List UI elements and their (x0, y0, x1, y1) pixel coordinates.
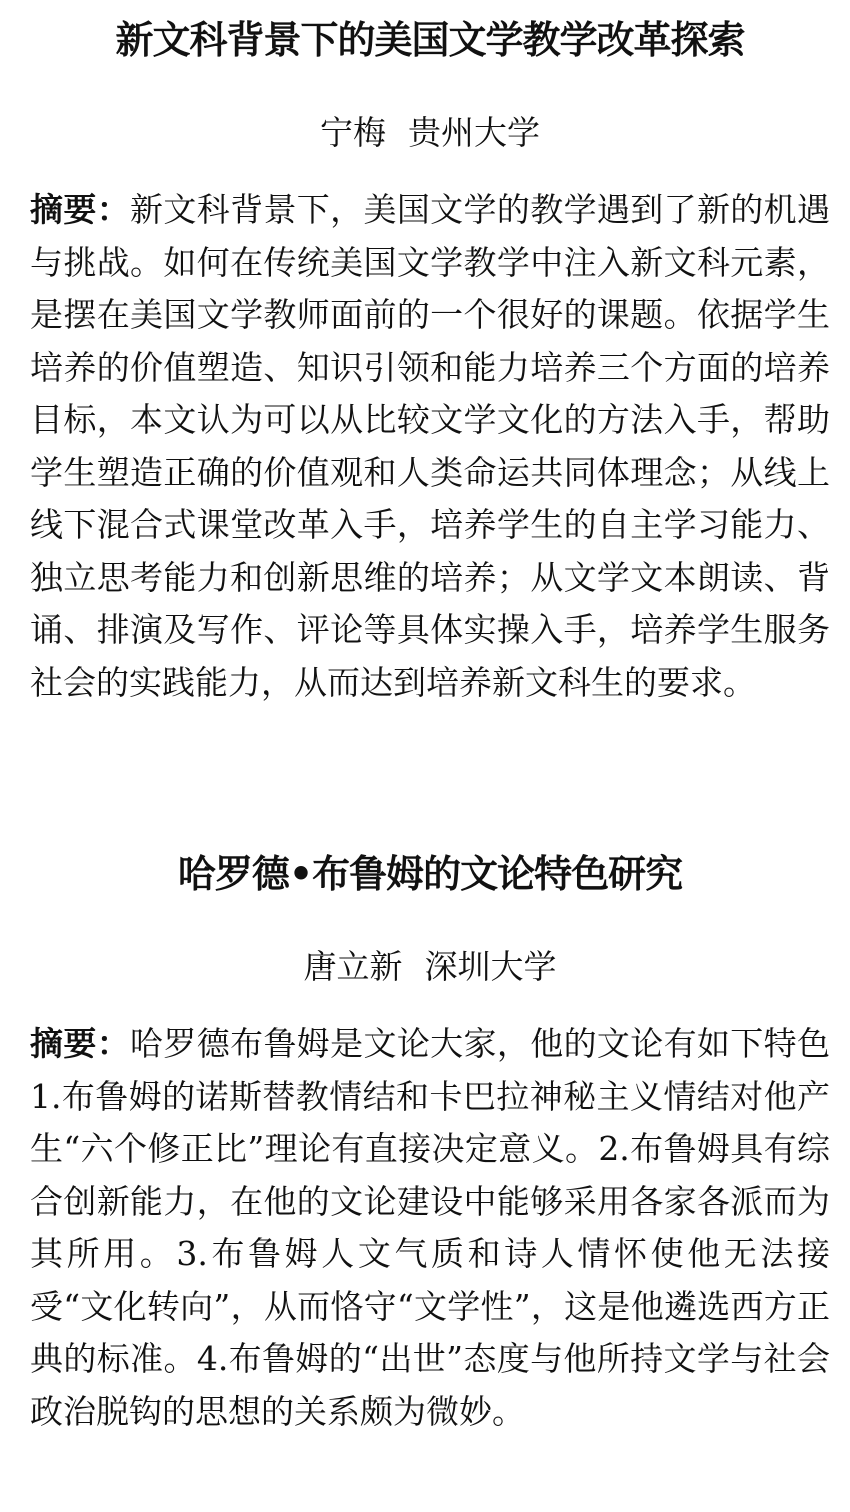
article-title: 哈罗德•布鲁姆的文论特色研究 (177, 852, 683, 896)
author-name: 宁梅 (320, 113, 386, 152)
abstract-text: 哈罗德布鲁姆是文论大家，他的文论有如下特色 1.布鲁姆的诺斯替教情结和卡巴拉神秘主义情结对他产生“六个修正比”理论有直接决定意义。2.布鲁姆具有综合创新能力，在他的文论建设中能够采用各家各派而为其所用。3.布鲁姆人文气质和诗人情怀使他无法接受“文化转向”，从而恪守“文学性”，这是他遴选西方正典的标准。4.布鲁姆的“出世”态度与他所持文学与社会政治脱钩的思想的关系颇为微妙。 (30, 1024, 831, 1431)
article-title: 新文科背景下的美国文学教学改革探索 (115, 18, 745, 62)
article-abstract (30, 184, 830, 709)
abstract-label: 摘要： (30, 1024, 131, 1063)
abstract-label: 摘要： (30, 190, 131, 229)
article-byline (30, 108, 830, 158)
article-byline (30, 942, 830, 992)
abstract-text: 新文科背景下，美国文学的教学遇到了新的机遇与挑战。如何在传统美国文学教学中注入新文科元素，是摆在美国文学教师面前的一个很好的课题。依据学生培养的价值塑造、知识引领和能力培养三个方面的培养目标，本文认为可以从比较文学文化的方法入手，帮助学生塑造正确的价值观和人类命运共同体理念；从线上线下混合式课堂改革入手，培养学生的自主学习能力、独立思考能力和创新思维的培养；从文学文本朗读、背诵、排演及写作、评论等具体实操入手，培养学生服务社会的实践能力，从而达到培养新文科生的要求。 (30, 190, 831, 702)
author-name: 唐立新 (303, 947, 403, 986)
article-1 (30, 12, 830, 709)
author-affiliation: 贵州大学 (408, 113, 540, 152)
article-2 (30, 846, 830, 1438)
article-abstract (30, 1018, 830, 1438)
author-affiliation: 深圳大学 (424, 947, 557, 986)
